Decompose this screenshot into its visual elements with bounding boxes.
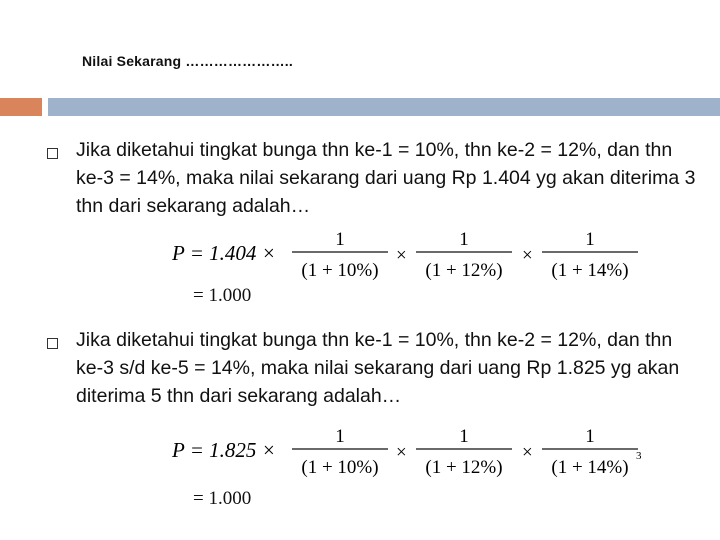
- header-bar: [48, 98, 720, 116]
- formula-2-numerator-3: 1: [585, 426, 595, 447]
- bullet-square-icon: [47, 148, 58, 159]
- formula-1-numerator-3: 1: [585, 229, 595, 250]
- question-2-text: Jika diketahui tingkat bunga thn ke-1 = 10%, thn ke-2 = 12%, dan thn ke-3 s/d ke-5 = 14%, maka nilai sekarang dari uang Rp 1.825 yg akan diterima 5 thn dari sekarang adalah…: [76, 329, 680, 407]
- header-accent-block: [0, 98, 42, 116]
- bullet-square-icon: [47, 338, 58, 349]
- formula-1-denominator-1: (1 + 10%): [301, 260, 379, 281]
- formula-1-numerator-2: 1: [459, 229, 469, 250]
- question-1-text: Jika diketahui tingkat bunga thn ke-1 = 10%, thn ke-2 = 12%, dan thn ke-3 = 14%, maka nilai sekarang dari uang Rp 1.404 yg akan diterima 3 thn dari sekarang adalah…: [76, 139, 696, 217]
- formula-1-lhs: P = 1.404 ×: [172, 241, 276, 265]
- formula-2-times-2: ×: [522, 442, 533, 463]
- formula-2-denominator-1: (1 + 10%): [301, 457, 379, 478]
- slide-title: Nilai Sekarang …………………..: [82, 53, 293, 69]
- formula-2-denominator-3: (1 + 14%): [551, 457, 629, 478]
- formula-1-result: = 1.000: [193, 285, 252, 306]
- formula-1-times-2: ×: [522, 245, 533, 266]
- formula-2-result: = 1.000: [193, 488, 252, 509]
- formula-1-denominator-2: (1 + 12%): [425, 260, 503, 281]
- formula-2-denominator-2: (1 + 12%): [425, 457, 503, 478]
- formula-2-times-1: ×: [396, 442, 407, 463]
- formula-2: [172, 423, 652, 495]
- formula-2-numerator-2: 1: [459, 426, 469, 447]
- formula-2-numerator-1: 1: [335, 426, 345, 447]
- formula-1-denominator-3: (1 + 14%): [551, 260, 629, 281]
- formula-2-lhs: P = 1.825 ×: [172, 438, 276, 462]
- formula-1-times-1: ×: [396, 245, 407, 266]
- formula-1-numerator-1: 1: [335, 229, 345, 250]
- formula-2-exponent-3: 3: [636, 450, 642, 462]
